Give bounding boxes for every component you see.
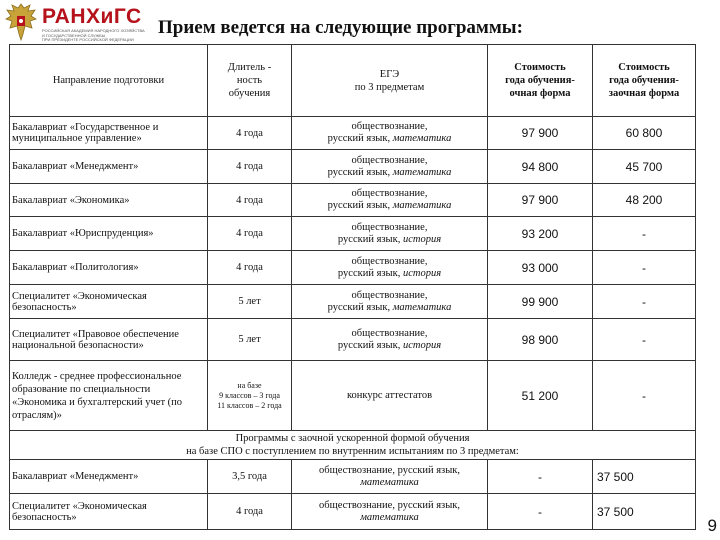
- row-ege: обществознание, русский язык, математика: [292, 285, 488, 319]
- row-duration: 4 года: [208, 251, 292, 285]
- double-headed-eagle-emblem-icon: [4, 2, 38, 42]
- header-cost-full-time: Стоимость года обучения- очная форма: [488, 45, 593, 117]
- logo: [4, 2, 164, 46]
- college-cost-full: 51 200: [488, 361, 593, 431]
- row-direction: Специалитет «Экономическая безопасность»: [10, 285, 208, 319]
- row-ege: обществознание, русский язык, математика: [292, 150, 488, 184]
- row-cost-part: -: [593, 217, 696, 251]
- row-direction: Бакалавриат «Экономика»: [10, 184, 208, 217]
- row-direction: Бакалавриат «Политология»: [10, 251, 208, 285]
- header-direction: Направление подготовки: [10, 45, 208, 117]
- spo-cost-part: 37 500: [593, 494, 696, 530]
- row-duration: 4 года: [208, 117, 292, 150]
- spo-direction: Специалитет «Экономическая безопасность»: [10, 494, 208, 530]
- spo-cost-part: 37 500: [593, 460, 696, 494]
- row-ege: обществознание, русский язык, математика: [292, 117, 488, 150]
- row-direction: Бакалавриат «Государственное и муниципальное управление»: [10, 117, 208, 150]
- row-cost-full: 98 900: [488, 319, 593, 361]
- table-row: [10, 184, 696, 217]
- row-cost-part: -: [593, 319, 696, 361]
- page-number: 9: [707, 516, 717, 535]
- row-cost-full: 97 900: [488, 117, 593, 150]
- logo-name: РАНХиГС: [42, 5, 142, 28]
- row-duration: 4 года: [208, 217, 292, 251]
- table-row: [10, 285, 696, 319]
- row-cost-full: 99 900: [488, 285, 593, 319]
- programs-table: [9, 44, 696, 530]
- spo-heading: Программы с заочной ускоренной формой обучения на базе СПО с поступлением по внутренним испытаниям по 3 предметам:: [10, 431, 696, 460]
- row-duration: 5 лет: [208, 319, 292, 361]
- row-cost-full: 94 800: [488, 150, 593, 184]
- table-row: [10, 217, 696, 251]
- table-row: [10, 251, 696, 285]
- spo-heading-row: [10, 431, 696, 460]
- spo-subjects: обществознание, русский язык, математика: [292, 460, 488, 494]
- row-ege: обществознание, русский язык, история: [292, 319, 488, 361]
- spo-direction: Бакалавриат «Менеджмент»: [10, 460, 208, 494]
- spo-cost-full: -: [488, 460, 593, 494]
- row-cost-full: 93 000: [488, 251, 593, 285]
- table-header-row: [10, 45, 696, 117]
- row-ege: обществознание, русский язык, история: [292, 217, 488, 251]
- row-duration: 4 года: [208, 184, 292, 217]
- page-title: Прием ведется на следующие программы:: [158, 17, 523, 38]
- row-direction: Бакалавриат «Юриспруденция»: [10, 217, 208, 251]
- college-direction: Колледж - среднее профессиональное образование по специальности «Экономика и бухгалтерский учет (по отраслям)»: [10, 361, 208, 431]
- spo-row: [10, 460, 696, 494]
- table-row: [10, 319, 696, 361]
- table-row: [10, 150, 696, 184]
- row-cost-full: 93 200: [488, 217, 593, 251]
- row-direction: Бакалавриат «Менеджмент»: [10, 150, 208, 184]
- header-cost-part-time: Стоимость года обучения- заочная форма: [593, 45, 696, 117]
- spo-cost-full: -: [488, 494, 593, 530]
- spo-duration: 4 года: [208, 494, 292, 530]
- logo-subtitle: РОССИЙСКАЯ АКАДЕМИЯ НАРОДНОГО ХОЗЯЙСТВА И ГОСУДАРСТВЕННОЙ СЛУЖБЫ ПРИ ПРЕЗИДЕНТЕ РОССИЙСКОЙ ФЕДЕРАЦИИ: [42, 28, 145, 43]
- row-cost-part: -: [593, 251, 696, 285]
- header-duration: Длитель - ность обучения: [208, 45, 292, 117]
- row-cost-part: 45 700: [593, 150, 696, 184]
- table-row: [10, 117, 696, 150]
- college-admission: конкурс аттестатов: [292, 361, 488, 431]
- row-cost-full: 97 900: [488, 184, 593, 217]
- row-ege: обществознание, русский язык, история: [292, 251, 488, 285]
- college-duration: на базе 9 классов – 3 года 11 классов – 2 года: [208, 361, 292, 431]
- spo-duration: 3,5 года: [208, 460, 292, 494]
- spo-subjects: обществознание, русский язык, математика: [292, 494, 488, 530]
- row-ege: обществознание, русский язык, математика: [292, 184, 488, 217]
- college-cost-part: -: [593, 361, 696, 431]
- row-duration: 4 года: [208, 150, 292, 184]
- college-row: [10, 361, 696, 431]
- row-duration: 5 лет: [208, 285, 292, 319]
- row-cost-part: 48 200: [593, 184, 696, 217]
- row-cost-part: 60 800: [593, 117, 696, 150]
- header-ege: ЕГЭ по 3 предметам: [292, 45, 488, 117]
- row-cost-part: -: [593, 285, 696, 319]
- row-direction: Специалитет «Правовое обеспечение национальной безопасности»: [10, 319, 208, 361]
- spo-row: [10, 494, 696, 530]
